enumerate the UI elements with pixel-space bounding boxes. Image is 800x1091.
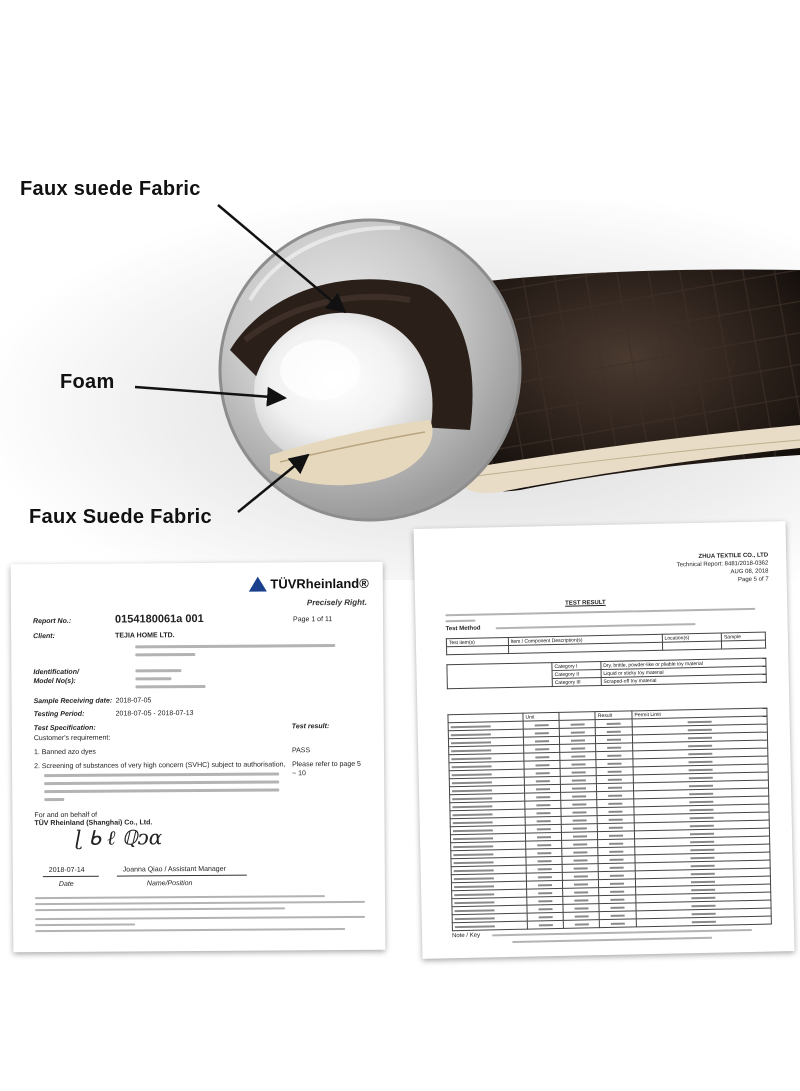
testing-period-label: Testing Period: [33,710,85,719]
th-test-item: Test item(s) [446,637,508,646]
sample-table [446,632,766,656]
date-label: Date [58,880,74,888]
test-method-label: Test Method [445,625,481,633]
category-table [446,658,766,690]
th-unit: Unit [523,712,559,721]
tuv-logo-text: TÜVRheinland® [270,575,369,592]
report-date: AUG 08, 2018 [730,568,769,576]
tuv-triangle-icon [248,577,266,592]
model-label: Model No(s): [33,677,76,686]
client-label: Client: [33,632,55,641]
sample-date-label: Sample Receiving date: [33,697,113,706]
test-result-heading: TEST RESULT [565,599,606,607]
report-footer: Note / Key [452,932,481,940]
page-number: Page 1 of 11 [293,616,333,624]
spec-item-2: 2. Screening of substances of very high concern (SVHC) subject to authorisation, [34,761,286,771]
identification-label: Identification/ [33,668,79,677]
cat-3-desc: Scraped-off toy material [601,674,766,685]
signer-name: Joanna Qiao / Assistant Manager [122,865,226,874]
name-position-label: Name/Position [146,880,193,888]
spec-item-1: 1. Banned azo dyes [33,748,96,757]
issuer-company: TÜV Rheinland (Shanghai) Co., Ltd. [34,819,153,828]
signature-image: ɭ ᑲ ℓ ℚᴐɑ [74,825,163,850]
th-description: Item / Component Description(s) [508,634,662,645]
test-certificate-tuv [11,562,386,953]
cat-3: Category III [552,678,601,687]
testing-period-value: 2018-07-05 - 2018-07-13 [115,710,194,718]
spec-item-1-result: PASS [291,747,311,755]
sign-date: 2018-07-14 [48,866,85,875]
cat-2-desc: Liquid or sticky toy material [601,666,766,677]
tuv-tagline: Precisely Right. [306,597,367,608]
customer-requirement: Customer's requirement: [33,734,111,743]
callout-faux-suede-bottom: Faux Suede Fabric [29,506,212,528]
cat-2: Category II [552,670,601,679]
report-number: Technical Report: 8481/2018-0362 [676,560,769,569]
th-location: Location(s) [662,633,722,642]
cat-1: Category I [552,662,601,671]
test-report-page [414,521,795,959]
for-behalf: For and on behalf of [34,811,98,820]
test-result-label: Test result: [291,723,330,731]
results-table [447,708,771,932]
callout-faux-suede-top: Faux suede Fabric [20,178,201,200]
client-value: TEJIA HOME LTD. [115,632,175,640]
report-no-label: Report No.: [33,617,72,626]
th-result: Result [595,711,632,720]
report-page: Page 5 of 7 [737,576,769,584]
sample-date-value: 2018-07-05 [115,697,152,705]
spec-item-2-result: Please refer to page 5 ~ 10 [292,760,361,778]
callout-foam: Foam [60,371,115,393]
magnifier-lens [220,220,520,520]
th-sample: Sample [721,632,765,641]
tuv-logo [248,576,369,592]
cat-1-desc: Dry, brittle, powder-like or pliable toy material [601,658,766,669]
test-spec-label: Test Specification: [33,724,96,733]
report-no-value: 0154180061a 001 [114,612,204,626]
th-limit: Permit Limit [632,708,767,719]
report-company: ZHUA TEXTILE CO., LTD [698,552,769,560]
